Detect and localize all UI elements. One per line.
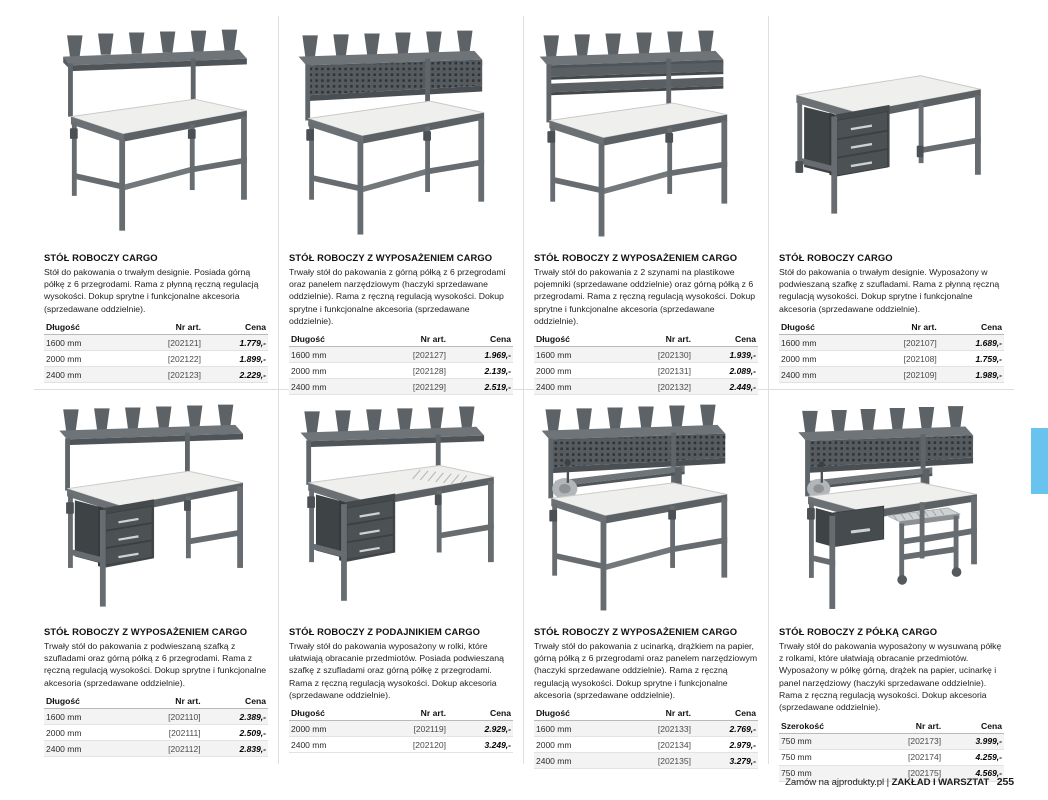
table-header-row — [779, 719, 1004, 734]
cell-dimension: 1600 mm — [534, 347, 614, 363]
footer-order-text: Zamów na ajprodukty.pl — [785, 777, 885, 788]
cell-art-no: [202133] — [614, 721, 693, 737]
product-spec-table — [289, 706, 513, 753]
cell-art-no: [202131] — [614, 363, 693, 379]
table-row[interactable] — [534, 721, 758, 737]
cell-art-no: [202132] — [614, 379, 693, 395]
product-card-1[interactable] — [34, 16, 279, 390]
product-description: Trwały stół do pakowania z 2 szynami na plastikowe pojemniki (sprzedawane oddzielnie) oraz górną półką z 6 przegrodami. Rama z ręczną regulacją wysokości. Dokup sprytne i funkcjonalne akcesoria (sprzedawane oddzielnie). — [534, 266, 756, 327]
cell-dimension: 2000 mm — [44, 725, 124, 741]
col-art-no: Nr art. — [124, 694, 202, 709]
table-header-row — [534, 332, 758, 347]
cell-price: 2.839,- — [203, 741, 268, 757]
product-grid — [34, 16, 1014, 779]
page-section-tab — [1031, 428, 1048, 494]
cell-art-no: [202111] — [124, 725, 202, 741]
cell-dimension: 1600 mm — [534, 721, 614, 737]
product-info-2 — [285, 252, 517, 395]
table-header-row — [534, 706, 758, 721]
cell-art-no: [202175] — [869, 765, 943, 781]
product-title: STÓŁ ROBOCZY Z WYPOSAŻENIEM CARGO — [44, 626, 248, 637]
product-info-7 — [530, 626, 762, 769]
cell-art-no: [202120] — [369, 737, 448, 753]
cell-art-no: [202110] — [124, 709, 202, 725]
table-row[interactable] — [779, 749, 1004, 765]
product-card-8[interactable] — [769, 390, 1014, 779]
table-row[interactable] — [779, 335, 1004, 351]
cell-dimension: 750 mm — [779, 749, 869, 765]
product-description: Stół do pakowania o trwałym designie. Posiada górną półkę z 6 przegrodami. Rama z płynną ręczną regulacją wysokości. Dokup sprytne i funkcjonalne akcesoria (sprzedawane oddzielnie). — [44, 266, 259, 314]
col-price: Cena — [448, 332, 513, 347]
product-description: Trwały stół do pakowania z ucinarką, drążkiem na papier, górną półką z 6 przegrodami oraz panelem narzędziowym (haczyki sprzedawane oddzielnie). Rama z ręczną regulacją wysokości. Dokup sprytne i funkcjonalne akcesoria (sprzedawane oddzielnie). — [534, 640, 758, 701]
col-price: Cena — [203, 694, 268, 709]
table-row[interactable] — [44, 725, 268, 741]
col-art-no: Nr art. — [614, 706, 693, 721]
cell-art-no: [202112] — [124, 741, 202, 757]
product-title: STÓŁ ROBOCZY Z PODAJNIKIEM CARGO — [289, 626, 481, 637]
col-dimension: Długość — [44, 694, 124, 709]
col-art-no: Nr art. — [369, 706, 448, 721]
page-number: 255 — [996, 776, 1014, 788]
product-description: Trwały stół do pakowania wyposażony w rolki, które ułatwiają obracanie przedmiotów. Posiada podwieszaną szafkę z szufladami oraz górną półkę z przegrodami. Rama z ręczną regulacją wysokości. Dokup akcesoria (sprzedawane oddzielnie). — [289, 640, 504, 701]
product-spec-table — [779, 320, 1004, 383]
product-card-4[interactable] — [769, 16, 1014, 390]
cell-art-no: [202119] — [369, 721, 448, 737]
table-header-row — [289, 332, 513, 347]
page-footer — [785, 776, 1014, 788]
product-spec-table — [534, 332, 758, 395]
table-row[interactable] — [779, 367, 1004, 383]
cell-dimension: 2400 mm — [534, 753, 614, 769]
footer-section-name: ZAKŁAD I WARSZTAT — [891, 777, 990, 788]
table-row[interactable] — [289, 363, 513, 379]
cell-price: 1.759,- — [939, 351, 1004, 367]
cell-dimension: 750 mm — [779, 733, 869, 749]
col-art-no: Nr art. — [859, 320, 938, 335]
cell-dimension: 2400 mm — [779, 367, 859, 383]
cell-art-no: [202108] — [859, 351, 938, 367]
product-title: STÓŁ ROBOCZY Z WYPOSAŻENIEM CARGO — [289, 252, 493, 263]
cell-art-no: [202135] — [614, 753, 693, 769]
col-art-no: Nr art. — [369, 332, 448, 347]
cell-price: 2.089,- — [693, 363, 758, 379]
cell-dimension: 2000 mm — [289, 363, 369, 379]
table-header-row — [779, 320, 1004, 335]
cell-art-no: [202123] — [124, 367, 203, 383]
product-description: Trwały stół do pakowania z podwieszaną szafką z szufladami oraz górną półką z 6 przegrodami. Rama z ręczną regulacją wysokości. Dokup sprytne i funkcjonalne akcesoria (sprzedawane oddzielnie). — [44, 640, 267, 688]
col-price: Cena — [943, 719, 1004, 734]
table-row[interactable] — [44, 367, 268, 383]
cell-price: 2.929,- — [448, 721, 513, 737]
cell-price: 1.989,- — [939, 367, 1004, 383]
cell-art-no: [202173] — [869, 733, 943, 749]
cell-art-no: [202127] — [369, 347, 448, 363]
cell-price: 2.389,- — [203, 709, 268, 725]
cell-dimension: 1600 mm — [779, 335, 859, 351]
col-price: Cena — [693, 332, 758, 347]
product-info-6 — [285, 626, 517, 753]
product-title: STÓŁ ROBOCZY CARGO — [779, 252, 893, 263]
col-dimension: Długość — [534, 332, 614, 347]
table-row[interactable] — [779, 351, 1004, 367]
table-row[interactable] — [534, 753, 758, 769]
cell-price: 2.519,- — [448, 379, 513, 395]
cell-dimension: 2000 mm — [779, 351, 859, 367]
product-spec-table — [44, 694, 268, 757]
cell-dimension: 2400 mm — [289, 737, 369, 753]
product-card-6[interactable] — [279, 390, 524, 764]
cell-art-no: [202122] — [124, 351, 203, 367]
col-dimension: Szerokość — [779, 719, 869, 734]
cell-dimension: 1600 mm — [44, 709, 124, 725]
cell-price: 1.779,- — [203, 335, 268, 351]
product-description: Stół do pakowania o trwałym designie. Wyposażony w podwieszaną szafkę z szufladami. Rama z płynną ręczną regulacją wysokości. Dokup sprytne i funkcjonalne akcesoria (sprzedawane oddzielnie). — [779, 266, 1000, 314]
product-info-4 — [775, 252, 1008, 383]
cell-dimension: 2000 mm — [44, 351, 124, 367]
col-price: Cena — [693, 706, 758, 721]
cell-art-no: [202109] — [859, 367, 938, 383]
product-image-7 — [530, 390, 762, 626]
cell-art-no: [202121] — [124, 335, 203, 351]
product-description: Trwały stół do pakowania z górną półką z 6 przegrodami oraz panelem narzędziowym (haczyki sprzedawane oddzielnie). Rama z ręczną regulacją wysokości. Dokup sprytne i funkcjonalne akcesoria (sprzedawane oddzielnie). — [289, 266, 506, 327]
product-image-6 — [285, 390, 517, 626]
product-card-3[interactable] — [524, 16, 769, 390]
cell-dimension: 2400 mm — [289, 379, 369, 395]
cell-dimension: 2000 mm — [534, 363, 614, 379]
product-image-3 — [530, 16, 762, 252]
cell-dimension: 2400 mm — [44, 741, 124, 757]
cell-price: 2.509,- — [203, 725, 268, 741]
cell-art-no: [202129] — [369, 379, 448, 395]
product-image-2 — [285, 16, 517, 252]
product-title: STÓŁ ROBOCZY Z WYPOSAŻENIEM CARGO — [534, 252, 738, 263]
table-row[interactable] — [534, 363, 758, 379]
product-info-1 — [40, 252, 272, 383]
table-row[interactable] — [289, 737, 513, 753]
product-title: STÓŁ ROBOCZY CARGO — [44, 252, 158, 263]
col-price: Cena — [203, 320, 268, 335]
product-info-3 — [530, 252, 762, 395]
cell-art-no: [202174] — [869, 749, 943, 765]
cell-price: 1.969,- — [448, 347, 513, 363]
cell-price: 3.249,- — [448, 737, 513, 753]
cell-art-no: [202134] — [614, 737, 693, 753]
product-info-8 — [775, 626, 1008, 782]
table-row[interactable] — [289, 721, 513, 737]
product-spec-table — [289, 332, 513, 395]
product-title: STÓŁ ROBOCZY Z WYPOSAŻENIEM CARGO — [534, 626, 738, 637]
product-image-1 — [40, 16, 272, 252]
cell-dimension: 1600 mm — [44, 335, 124, 351]
cell-price: 2.769,- — [693, 721, 758, 737]
cell-price: 4.259,- — [943, 749, 1004, 765]
cell-price: 3.999,- — [943, 733, 1004, 749]
cell-price: 2.979,- — [693, 737, 758, 753]
col-art-no: Nr art. — [124, 320, 203, 335]
table-row[interactable] — [44, 741, 268, 757]
product-card-5[interactable] — [34, 390, 279, 764]
product-card-2[interactable] — [279, 16, 524, 390]
cell-price: 4.569,- — [943, 765, 1004, 781]
cell-price: 1.899,- — [203, 351, 268, 367]
cell-art-no: [202128] — [369, 363, 448, 379]
cell-dimension: 2400 mm — [44, 367, 124, 383]
table-header-row — [44, 694, 268, 709]
product-image-5 — [40, 390, 272, 626]
table-row[interactable] — [779, 733, 1004, 749]
cell-dimension: 1600 mm — [289, 347, 369, 363]
cell-price: 2.229,- — [203, 367, 268, 383]
col-art-no: Nr art. — [869, 719, 943, 734]
cell-art-no: [202107] — [859, 335, 938, 351]
cell-art-no: [202130] — [614, 347, 693, 363]
table-row[interactable] — [289, 347, 513, 363]
table-row[interactable] — [44, 351, 268, 367]
cell-price: 1.689,- — [939, 335, 1004, 351]
cell-price: 2.139,- — [448, 363, 513, 379]
product-image-8 — [775, 390, 1008, 626]
cell-price: 1.939,- — [693, 347, 758, 363]
col-dimension: Długość — [779, 320, 859, 335]
product-card-7[interactable] — [524, 390, 769, 764]
footer-separator: | — [886, 777, 889, 788]
table-row[interactable] — [44, 335, 268, 351]
product-image-4 — [775, 16, 1008, 252]
cell-price: 3.279,- — [693, 753, 758, 769]
col-dimension: Długość — [534, 706, 614, 721]
cell-dimension: 2000 mm — [289, 721, 369, 737]
cell-dimension: 2400 mm — [534, 379, 614, 395]
cell-dimension: 2000 mm — [534, 737, 614, 753]
cell-dimension: 750 mm — [779, 765, 869, 781]
col-dimension: Długość — [289, 332, 369, 347]
table-header-row — [289, 706, 513, 721]
col-price: Cena — [448, 706, 513, 721]
product-spec-table — [44, 320, 268, 383]
table-row[interactable] — [534, 737, 758, 753]
product-spec-table — [779, 719, 1004, 782]
col-dimension: Długość — [289, 706, 369, 721]
table-row[interactable] — [44, 709, 268, 725]
cell-price: 2.449,- — [693, 379, 758, 395]
product-title: STÓŁ ROBOCZY Z PÓŁKĄ CARGO — [779, 626, 938, 637]
product-info-5 — [40, 626, 272, 757]
col-dimension: Długość — [44, 320, 124, 335]
product-spec-table — [534, 706, 758, 769]
table-header-row — [44, 320, 268, 335]
col-art-no: Nr art. — [614, 332, 693, 347]
table-row[interactable] — [534, 347, 758, 363]
col-price: Cena — [939, 320, 1004, 335]
product-description: Trwały stół do pakowania wyposażony w wysuwaną półkę z rolkami, które ułatwiają obracanie przedmiotów. Wyposażony w półkę górną, drążek na papier, ucinarkę i panel narzędziowy (haczyki sprzedawane oddzielnie). Rama z ręczną regulacją wysokości. Dokup akcesoria (sprzedawane oddzielnie). — [779, 640, 1002, 713]
